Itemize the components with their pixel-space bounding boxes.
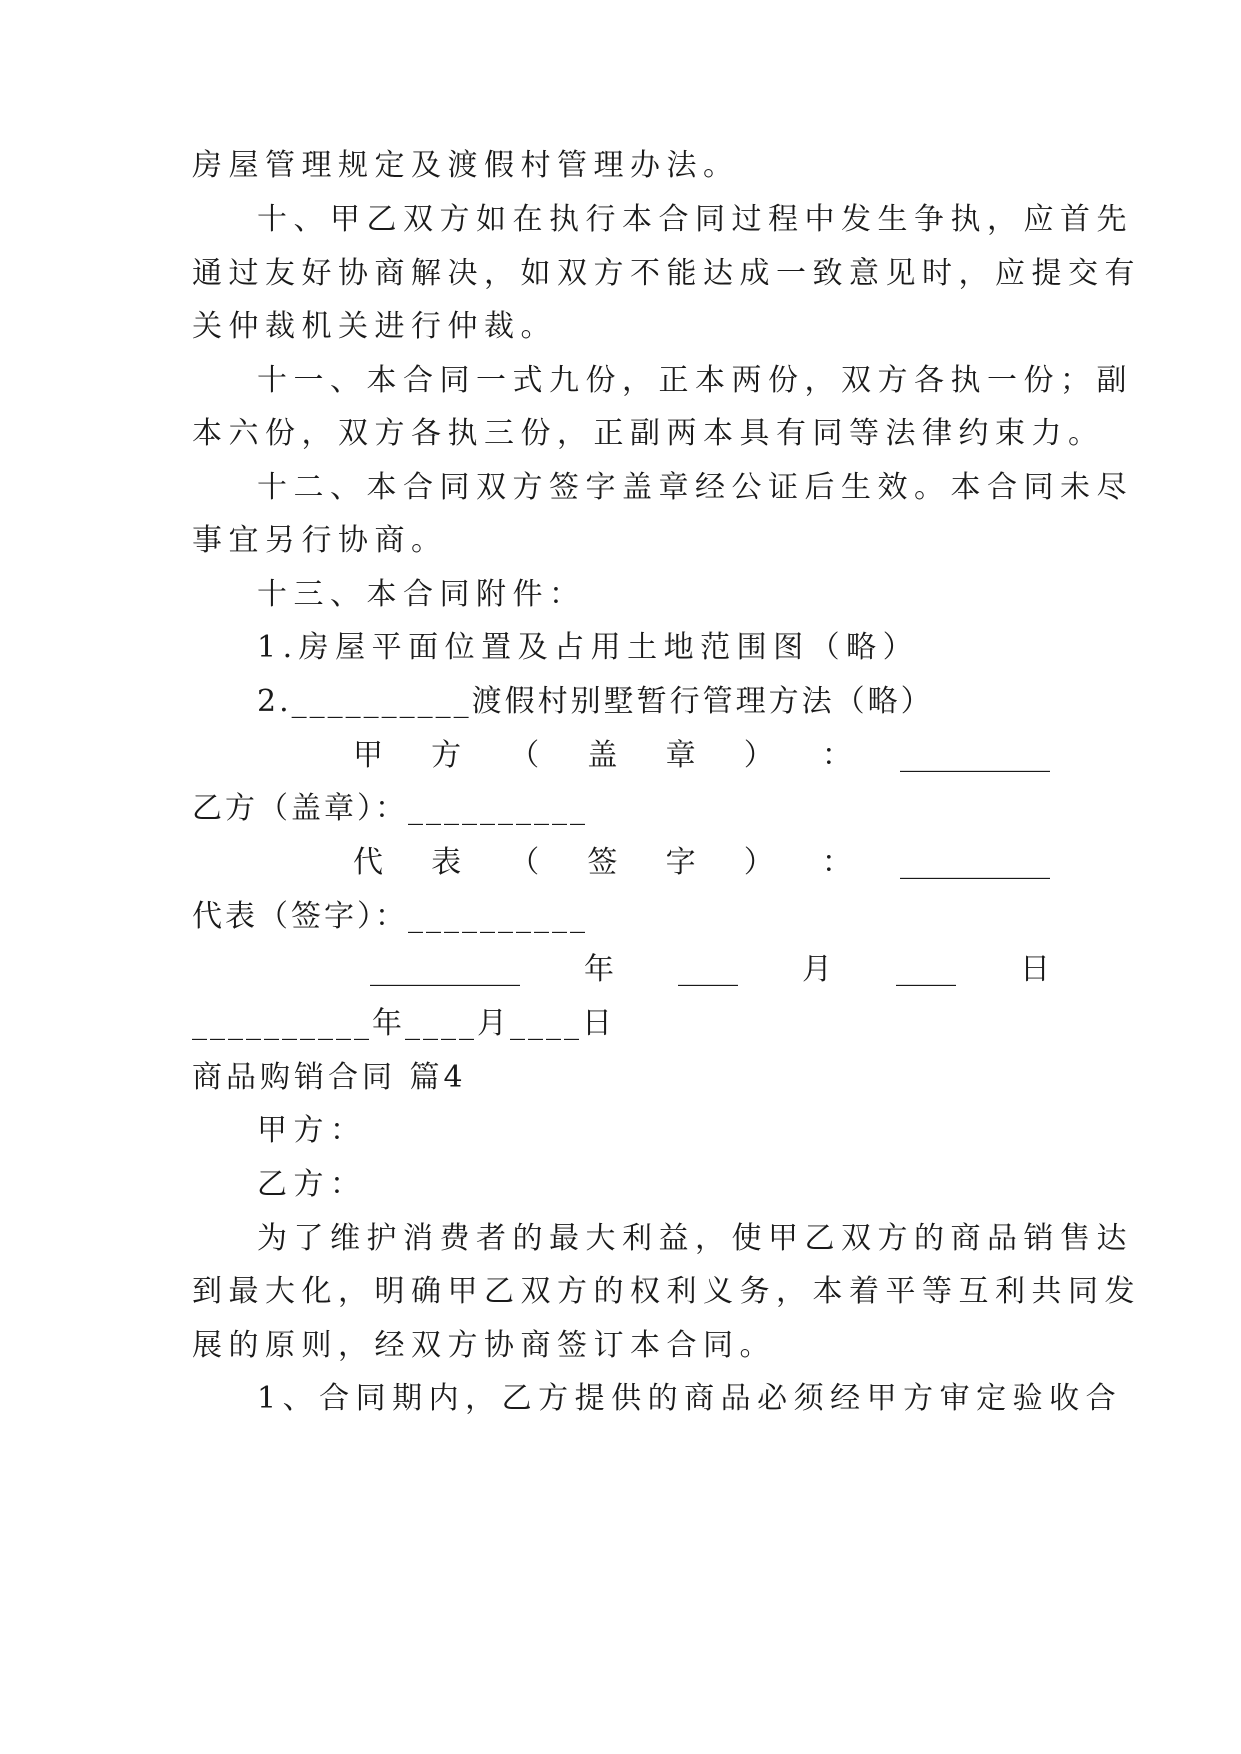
- text-line: 十、甲乙双方如在执行本合同过程中发生争执，应首先: [257, 202, 1133, 237]
- signature-token: 字: [665, 845, 696, 880]
- signature-token: （: [509, 738, 540, 773]
- signature-token: 章: [665, 738, 696, 773]
- signature-token: 签: [587, 845, 618, 880]
- signature-token: 代: [353, 845, 383, 880]
- date-blank: ____: [896, 952, 956, 987]
- text-line: 1、合同期内，乙方提供的商品必须经甲方审定验收合: [257, 1381, 1123, 1416]
- representative-party-b: 代表（签字）：__________: [192, 899, 588, 934]
- signature-token: ）: [743, 738, 774, 773]
- text-line: 事宜另行协商。: [192, 523, 448, 558]
- signature-token: ）: [743, 845, 774, 880]
- section-title: 商品购销合同 篇4: [192, 1060, 467, 1095]
- signature-token: 甲: [353, 738, 383, 773]
- text-line: 乙方：: [257, 1167, 367, 1202]
- date-token: 年: [584, 952, 614, 987]
- text-line: 十二、本合同双方签字盖章经公证后生效。本合同未尽: [257, 470, 1133, 505]
- signature-token: 盖: [587, 738, 618, 773]
- text-line: 本六份，双方各执三份，正副两本具有同等法律约束力。: [192, 416, 1105, 451]
- signature-party-b: 乙方（盖章）：__________: [192, 791, 588, 826]
- representative-party-a: [353, 843, 1050, 883]
- text-line: 到最大化，明确甲乙双方的权利义务，本着平等互利共同发: [192, 1274, 1141, 1309]
- signature-token: ：: [821, 845, 852, 880]
- text-line: 甲方：: [257, 1113, 367, 1148]
- signature-token: （: [509, 845, 540, 880]
- text-line: 十一、本合同一式九份，正本两份，双方各执一份；副: [257, 363, 1133, 398]
- date-token: 日: [1020, 952, 1050, 987]
- signature-blank: __________: [899, 738, 1050, 773]
- date-party-b: __________年____月____日: [192, 1006, 615, 1041]
- attachment-item: 2.__________渡假村别墅暂行管理方法（略）: [257, 684, 934, 719]
- text-line: 十三、本合同附件：: [257, 577, 586, 612]
- signature-token: 表: [431, 845, 462, 880]
- text-line: 展的原则，经双方协商签订本合同。: [192, 1328, 776, 1363]
- date-party-a: [370, 950, 1050, 990]
- date-blank: __________: [370, 952, 520, 987]
- signature-party-a: [353, 736, 1050, 776]
- text-line: 通过友好协商解决，如双方不能达成一致意见时，应提交有: [192, 256, 1141, 291]
- date-blank: ____: [678, 952, 738, 987]
- date-token: 月: [802, 952, 832, 987]
- signature-blank: __________: [899, 845, 1050, 880]
- signature-token: 方: [431, 738, 462, 773]
- text-line: 为了维护消费者的最大利益，使甲乙双方的商品销售达: [257, 1221, 1133, 1256]
- text-line: 房屋管理规定及渡假村管理办法。: [192, 148, 740, 183]
- text-line: 关仲裁机关进行仲裁。: [192, 309, 557, 344]
- attachment-item: 1.房屋平面位置及占用土地范围图（略）: [257, 630, 920, 665]
- signature-token: ：: [821, 738, 852, 773]
